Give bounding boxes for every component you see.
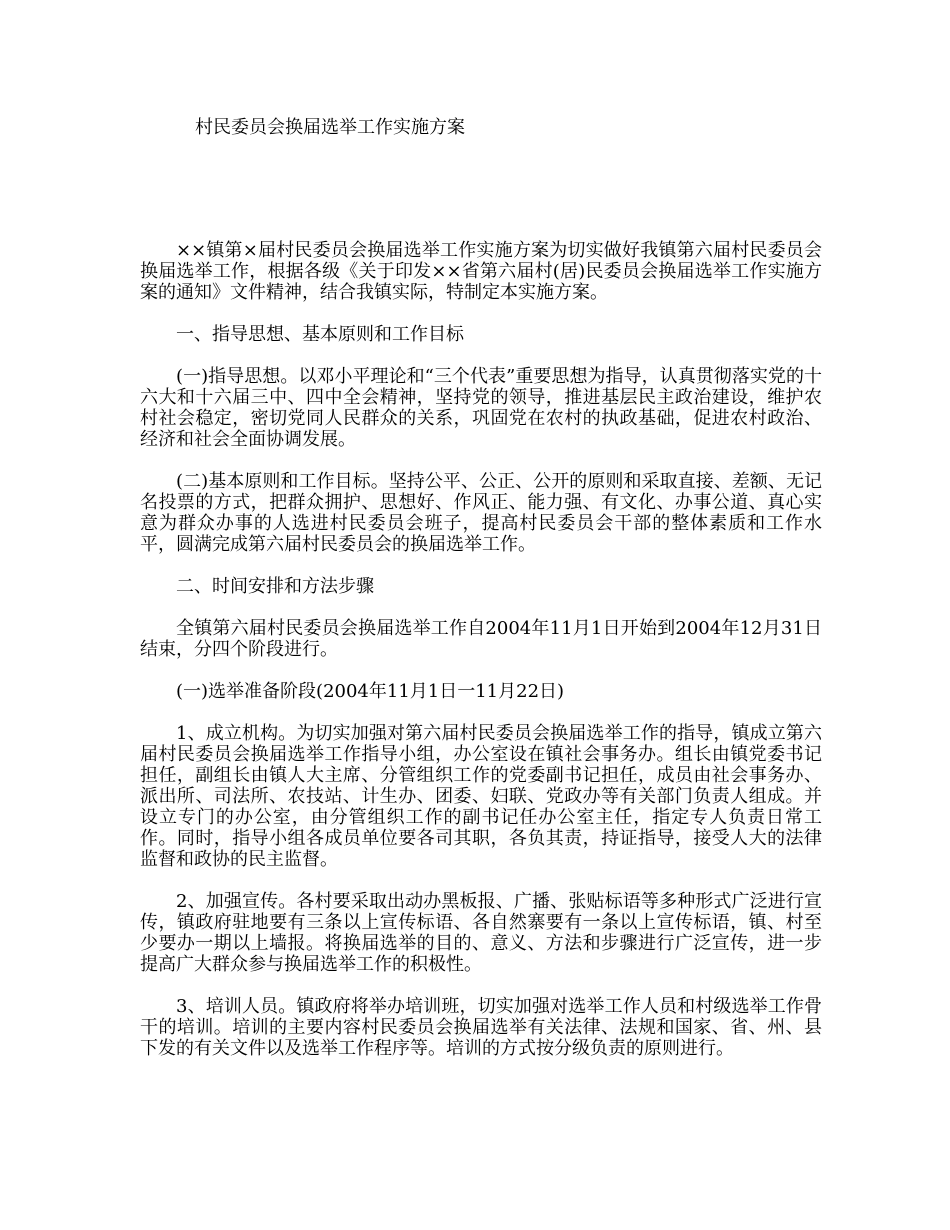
paragraph-guiding-thought: (一)指导思想。以邓小平理论和“三个代表”重要思想为指导，认真贯彻落实党的十六大和十六届三中、四中全会精神，坚持党的领导，推进基层民主政治建设，维护农村社会稳定，密切党同人民群众的关系，巩固党在农村的执政基础，促进农村政治、经济和社会全面协调发展。 [140, 366, 822, 450]
document-title: 村民委员会换届选举工作实施方案 [195, 117, 465, 138]
paragraph-publicity: 2、加强宣传。各村要采取出动办黑板报、广播、张贴标语等多种形式广泛进行宣传，镇政府驻地要有三条以上宣传标语、各自然寨要有一条以上宣传标语，镇、村至少要办一期以上墙报。将换届选举的目的、意义、方法和步骤进行广泛宣传，进一步提高广大群众参与换届选举工作的积极性。 [140, 891, 822, 975]
section-heading-2: 二、时间安排和方法步骤 [176, 576, 374, 597]
subsection-heading-preparation: (一)选举准备阶段(2004年11月1日一11月22日) [176, 681, 565, 702]
intro-paragraph: ××镇第×届村民委员会换届选举工作实施方案为切实做好我镇第六届村民委员会换届选举工作，根据各级《关于印发××省第六届村(居)民委员会换届选举工作实施方案的通知》文件精神，结合我镇实际，特制定本实施方案。 [140, 240, 822, 303]
paragraph-principles-goals: (二)基本原则和工作目标。坚持公平、公正、公开的原则和采取直接、差额、无记名投票的方式，把群众拥护、思想好、作风正、能力强、有文化、办事公道、真心实意为群众办事的人选进村民委员会班子，提高村民委员会干部的整体素质和工作水平，圆满完成第六届村民委员会的换届选举工作。 [140, 471, 822, 555]
section-heading-1: 一、指导思想、基本原则和工作目标 [176, 324, 464, 345]
paragraph-training: 3、培训人员。镇政府将举办培训班，切实加强对选举工作人员和村级选举工作骨干的培训。培训的主要内容村民委员会换届选举有关法律、法规和国家、省、州、县下发的有关文件以及选举工作程序等。培训的方式按分级负责的原则进行。 [140, 996, 822, 1059]
paragraph-schedule: 全镇第六届村民委员会换届选举工作自2004年11月1日开始到2004年12月31日结束，分四个阶段进行。 [140, 618, 822, 660]
paragraph-establish-organization: 1、成立机构。为切实加强对第六届村民委员会换届选举工作的指导，镇成立第六届村民委员会换届选举工作指导小组，办公室设在镇社会事务办。组长由镇党委书记担任，副组长由镇人大主席、分管组织工作的党委副书记担任，成员由社会事务办、派出所、司法所、农技站、计生办、团委、妇联、党政办等有关部门负责人组成。并设立专门的办公室，由分管组织工作的副书记任办公室主任，指定专人负责日常工作。同时，指导小组各成员单位要各司其职，各负其责，持证指导，接受人大的法律监督和政协的民主监督。 [140, 723, 822, 870]
document-body [140, 240, 822, 1080]
